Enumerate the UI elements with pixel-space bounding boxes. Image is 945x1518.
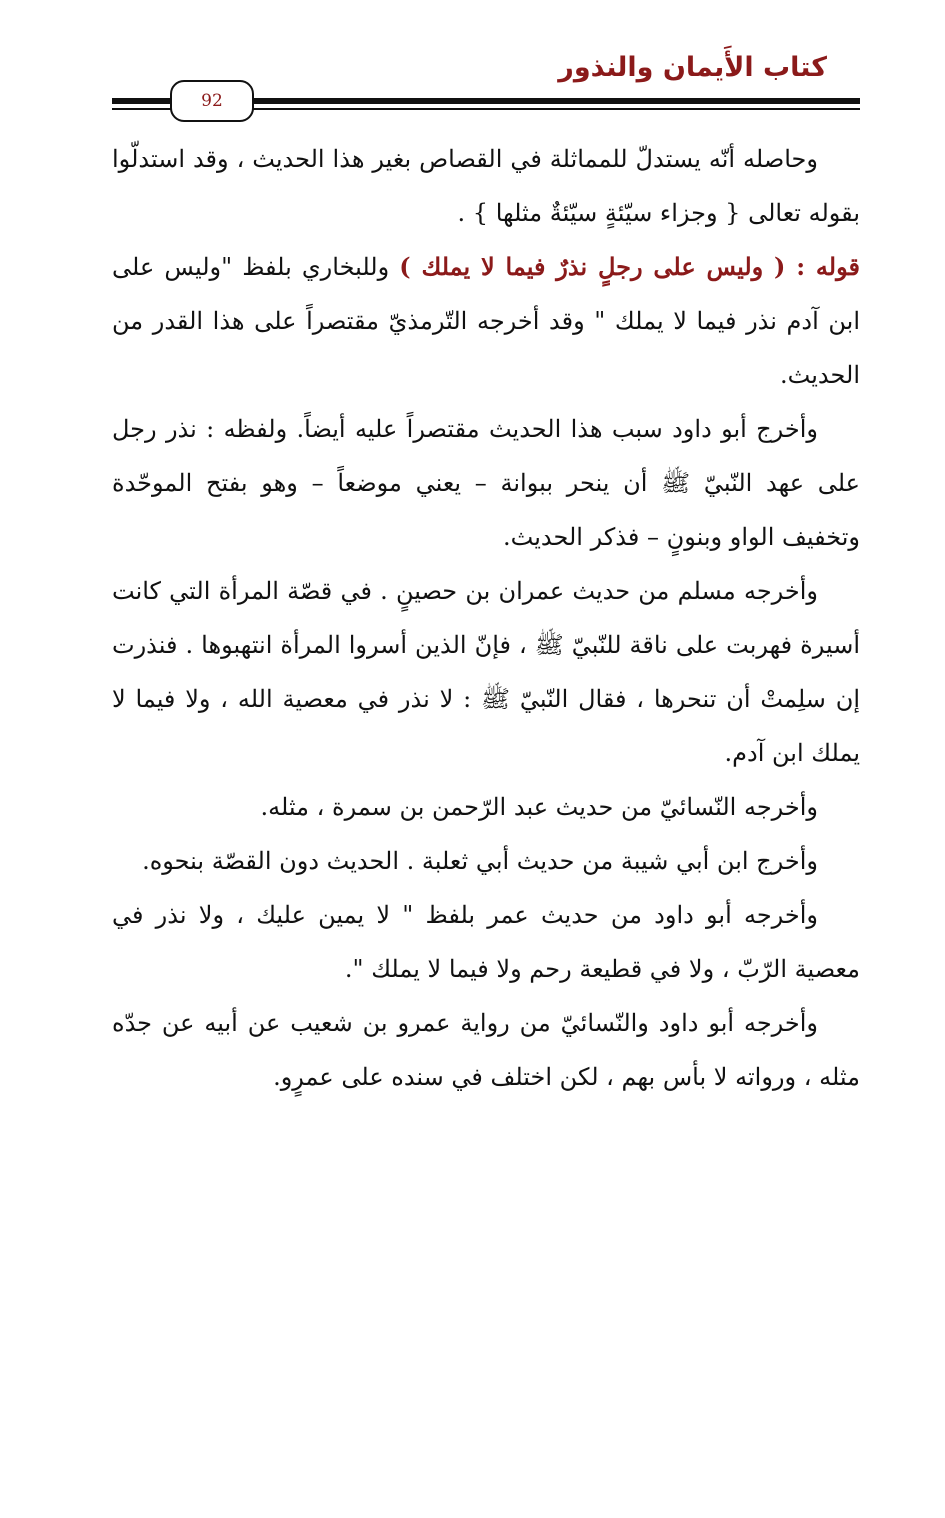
paragraph-3: وأخرج أبو داود سبب هذا الحديث مقتصراً عليه أيضاً. ولفظه : نذر رجل على عهد النّبيّ ﷺ أن ينحر ببوانة – يعني موضعاً – وهو بفتح الموحّدة وتخفيف الواو وبنونٍ – فذكر الحديث.	[112, 415, 861, 551]
paragraph-2-text: وللبخاري بلفظ "وليس على ابن آدم نذر فيما لا يملك " وقد أخرجه التّرمذيّ مقتصراً على هذا القدر من الحديث.	[112, 253, 860, 389]
book-title: كتاب الأَيمان والنذور	[558, 52, 827, 83]
page-number-badge	[170, 80, 254, 122]
paragraph-5: وأخرجه النّسائيّ من حديث عبد الرّحمن بن سمرة ، مثله.	[260, 793, 818, 821]
paragraph-7: وأخرجه أبو داود من حديث عمر بلفظ " لا يمين عليك ، ولا نذر في معصية الرّبّ ، ولا في قطيعة رحم ولا فيما لا يملك ".	[112, 901, 860, 983]
paragraph-4: وأخرجه مسلم من حديث عمران بن حصينٍ . في قصّة المرأة التي كانت أسيرة فهربت على ناقة للنّبيّ ﷺ ، فإنّ الذين أسروا المرأة انتهبوها . فنذرت إن سلِمتْ أن تنحرها ، فقال النّبيّ ﷺ : لا نذر في معصية الله ، ولا فيما لا يملك ابن آدم.	[112, 577, 861, 767]
quoted-hadith-lead: قوله : ( وليس على رجلٍ نذرٌ فيما لا يملك )	[399, 252, 860, 281]
paragraph-8: وأخرجه أبو داود والنّسائيّ من رواية عمرو بن شعيب عن أبيه عن جدّه مثله ، ورواته لا بأس بهم ، لكن اختلف في سنده على عمرٍو.	[112, 1009, 860, 1091]
page-body	[112, 132, 860, 1104]
paragraph-6: وأخرج ابن أبي شيبة من حديث أبي ثعلبة . الحديث دون القصّة بنحوه.	[142, 847, 818, 875]
paragraph-2	[112, 240, 860, 402]
paragraph-1: وحاصله أنّه يستدلّ للمماثلة في القصاص بغير هذا الحديث ، وقد استدلّوا بقوله تعالى { وجزاء سيّئةٍ سيّئةٌ مثلها } .	[112, 145, 860, 227]
page-number: 92	[201, 91, 223, 111]
